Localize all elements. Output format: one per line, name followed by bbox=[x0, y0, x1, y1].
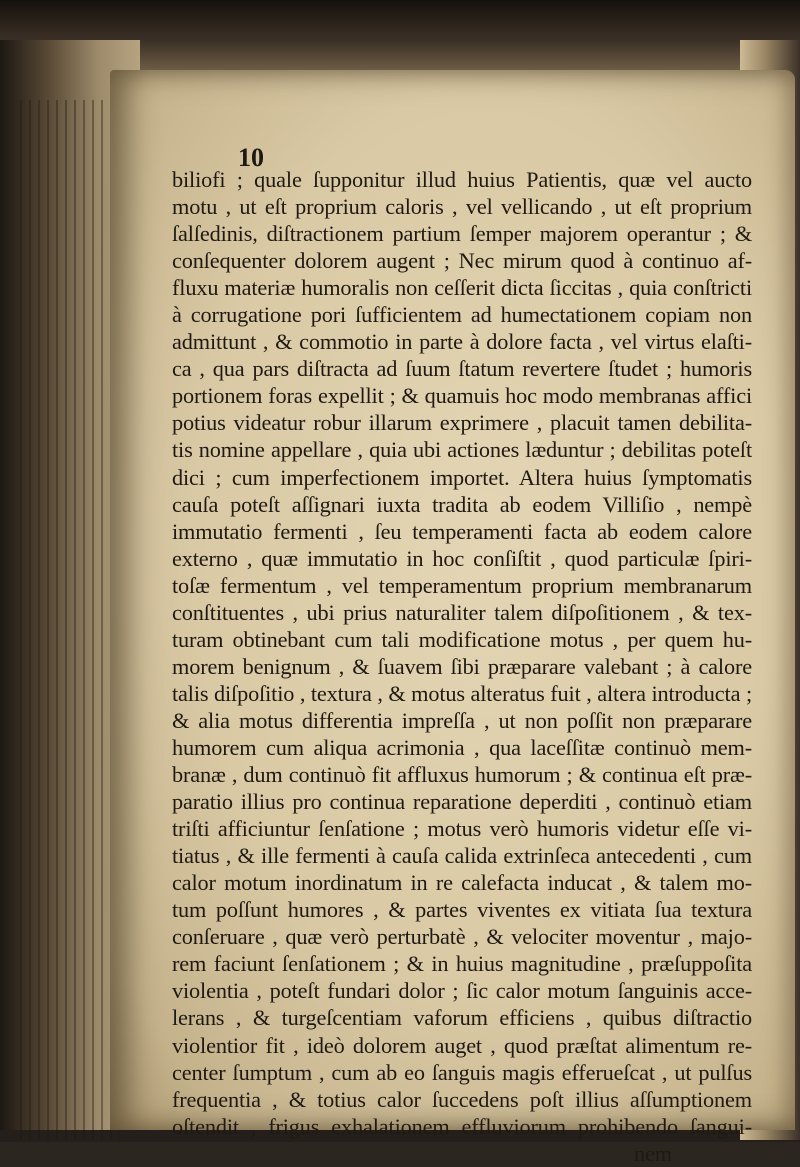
text-line: conſtituentes , ubi prius naturaliter talem diſpoſitionem , & tex- bbox=[172, 599, 752, 625]
text-line: rem faciunt ſenſationem ; & in huius magnitudine , præſuppoſita bbox=[172, 951, 752, 977]
page-number: 10 bbox=[238, 143, 264, 172]
text-line: immutatio fermenti , ſeu temperamenti facta ab eodem calore bbox=[172, 518, 752, 544]
text-line: dici ; cum imperfectionem importet. Altera huius ſymptomatis bbox=[172, 464, 752, 490]
text-line: tis nomine appellare , quia ubi actiones læduntur ; debilitas poteſt bbox=[172, 437, 752, 463]
text-line: talis diſpoſitio , textura , & motus alteratus fuit , altera introducta ; bbox=[172, 680, 752, 706]
text-line: fluxu materiæ humoralis non ceſſerit dicta ſiccitas , quia conſtricti bbox=[172, 275, 752, 301]
text-line: lerans , & turgeſcentiam vaforum efficiens , quibus diſtractio bbox=[172, 1005, 752, 1031]
text-line: nem bbox=[634, 1140, 672, 1166]
text-line: portionem foras expellit ; & quamuis hoc modo membranas affici bbox=[172, 383, 752, 409]
text-line: center ſumptum , cum ab eo ſanguis magis efferueſcat , ut pulſus bbox=[172, 1059, 752, 1085]
text-line: branæ , dum continuò fit affluxus humorum ; & continua eſt præ- bbox=[172, 762, 752, 788]
text-line: conſequenter dolorem augent ; Nec mirum quod à continuo af- bbox=[172, 248, 752, 274]
text-line: paratio illius pro continua reparatione deperditi , continuò etiam bbox=[172, 789, 752, 815]
text-line: à corrugatione pori ſufficientem ad humectationem copiam non bbox=[172, 302, 752, 328]
text-line: humorem cum aliqua acrimonia , qua laceſſitæ continuò mem- bbox=[172, 734, 752, 760]
text-line: tiatus , & ille fermenti à cauſa calida extrinſeca antecedenti , cum bbox=[172, 843, 752, 869]
text-line: admittunt , & commotio in parte à dolore facta , vel virtus elaſti- bbox=[172, 329, 752, 355]
body-text bbox=[172, 166, 752, 1167]
text-line: motu , ut eſt proprium caloris , vel vellicando , ut eſt proprium bbox=[172, 194, 752, 220]
left-page-stack-lines bbox=[20, 100, 120, 1140]
text-line: ſalſedinis, diſtractionem partium ſemper majorem operantur ; & bbox=[172, 221, 752, 247]
text-line: tum poſſunt humores , & partes viventes ex vitiata ſua textura bbox=[172, 897, 752, 923]
text-line: oſtendit , frigus exhalationem effluviorum prohibendo ſangui- bbox=[172, 1113, 752, 1139]
text-line: potius videatur robur illarum exprimere , placuit tamen debilita- bbox=[172, 410, 752, 436]
text-line: calor motum inordinatum in re calefacta inducat , & talem mo- bbox=[172, 870, 752, 896]
text-line: externo , quæ immutatio in hoc conſiſtit , quod particulæ ſpiri- bbox=[172, 545, 752, 571]
text-line: turam obtinebant cum tali modificatione motus , per quem hu- bbox=[172, 626, 752, 652]
text-line: cauſa poteſt aſſignari iuxta tradita ab eodem Villiſio , nempè bbox=[172, 491, 752, 517]
text-line: biliofi ; quale ſupponitur illud huius Patientis, quæ vel aucto bbox=[172, 167, 752, 192]
text-line: violentior fit , ideò dolorem auget , quod præſtat alimentum re- bbox=[172, 1032, 752, 1058]
text-line: ca , qua pars diſtracta ad ſuum ſtatum revertere ſtudet ; humoris bbox=[172, 356, 752, 382]
text-line: frequentia , & totius calor ſuccedens poſt illius aſſumptionem bbox=[172, 1086, 752, 1112]
text-line: violentia , poteſt fundari dolor ; ſic calor motum ſanguinis acce- bbox=[172, 978, 752, 1004]
text-line: conſeruare , quæ verò perturbatè , & velociter moventur , majo- bbox=[172, 924, 752, 950]
text-line: & alia motus differentia impreſſa , ut non poſſit non præparare bbox=[172, 707, 752, 733]
text-line: toſæ fermentum , vel temperamentum proprium membranarum bbox=[172, 572, 752, 598]
text-line: morem benignum , & ſuavem ſibi præparare valebant ; à calore bbox=[172, 653, 752, 679]
text-line: triſti afficiuntur ſenſatione ; motus verò humoris videtur eſſe vi- bbox=[172, 816, 752, 842]
